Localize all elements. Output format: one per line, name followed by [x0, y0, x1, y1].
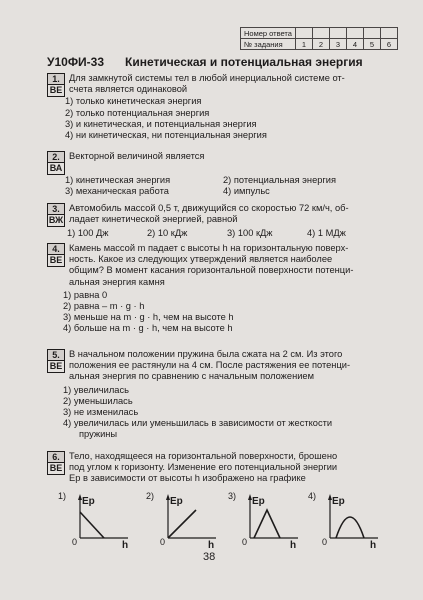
question-tag: ВЖ [48, 215, 64, 225]
question-number: 5. [48, 350, 64, 361]
answer-cell[interactable] [346, 28, 363, 39]
question-2 [47, 151, 377, 198]
question-1 [47, 73, 377, 141]
answer-cell[interactable] [312, 28, 329, 39]
graph-option-label: 3) [228, 491, 237, 501]
question-5 [47, 349, 377, 441]
question-number: 2. [48, 152, 64, 163]
answer-option[interactable]: 1) кинетическая энергия [65, 175, 171, 186]
question-4 [47, 243, 377, 335]
question-number-box [47, 151, 65, 175]
question-number: 6. [48, 452, 64, 463]
question-number-box [47, 349, 65, 373]
answer-option[interactable]: 3) и кинетическая, и потенциальная энергия [65, 118, 257, 129]
task-number: 5 [363, 39, 380, 50]
answer-option[interactable]: 2) потенциальная энергия [223, 175, 337, 186]
question-tag: ВЕ [49, 361, 63, 371]
graph-origin-label: 0 [72, 537, 78, 547]
answer-number-table [240, 27, 398, 50]
graph-y-axis-label: Ep [252, 496, 265, 507]
answer-option[interactable]: 4) 1 МДж [307, 228, 346, 239]
answer-option[interactable]: 3) не изменилась [63, 407, 139, 418]
graph-curve [336, 517, 364, 538]
graph-option-4[interactable] [308, 490, 380, 553]
question-number-box [47, 203, 65, 227]
task-number: 2 [312, 39, 329, 50]
graph-x-axis-label: h [370, 540, 377, 551]
graph-x-axis-label: h [290, 540, 297, 551]
answer-option-continuation: пружины [79, 429, 118, 440]
answer-option[interactable]: 3) 100 кДж [227, 228, 273, 239]
graph-curve [254, 510, 280, 538]
question-text: Векторной величиной является [69, 151, 205, 161]
answer-option[interactable]: 2) уменьшилась [63, 395, 133, 406]
answer-option[interactable]: 1) увеличилась [63, 384, 129, 395]
answer-number-label: Номер ответа [241, 28, 296, 39]
answer-option[interactable]: 3) меньше на m · g · h, чем на высоте h [63, 312, 234, 323]
graph-option-1[interactable] [58, 490, 130, 553]
answer-option[interactable]: 2) только потенциальная энергия [65, 107, 210, 118]
test-code: У10ФИ-33 [47, 55, 105, 69]
answer-option[interactable]: 4) больше на m · g · h, чем на высоте h [63, 323, 233, 334]
graph-option-label: 1) [58, 491, 67, 501]
graph-y-axis-label: Ep [332, 496, 345, 507]
question-text: В начальном положении пружина была сжата на 2 см. Из этого положения ее растянули на 4 см. После растяжения ее потенци- альная энергия по сравнению с начальным положением [69, 349, 351, 382]
graph-curve [80, 512, 104, 538]
answer-option[interactable]: 4) увеличилась или уменьшилась в зависимости от жесткости [63, 418, 333, 429]
graph-curve [168, 510, 196, 538]
answer-cell[interactable] [329, 28, 346, 39]
question-tag: ВЕ [49, 463, 63, 473]
question-tag: ВЕ [49, 255, 63, 265]
task-number: 4 [346, 39, 363, 50]
answer-option[interactable]: 1) равна 0 [63, 289, 108, 300]
answer-option[interactable]: 4) импульс [223, 186, 270, 197]
answer-cell[interactable] [295, 28, 312, 39]
answer-cell[interactable] [380, 28, 397, 39]
page-number: 38 [203, 551, 216, 563]
graph-x-axis-label: h [208, 540, 215, 551]
task-number-label: № задания [241, 39, 296, 50]
question-number-box [47, 73, 65, 97]
question-text: Для замкнутой системы тел в любой инерциальной системе от- счета является одинаковой [69, 73, 345, 95]
answer-option[interactable]: 3) механическая работа [65, 186, 169, 197]
graph-y-axis-label: Ep [82, 496, 95, 507]
page-title: Кинетическая и потенциальная энергия [125, 55, 363, 69]
answer-option[interactable]: 2) равна – m · g · h [63, 301, 145, 312]
graph-option-label: 4) [308, 491, 317, 501]
question-tag: ВА [49, 163, 63, 173]
graph-origin-label: 0 [322, 537, 328, 547]
question-number: 4. [48, 244, 64, 255]
task-number: 3 [329, 39, 346, 50]
graph-y-axis-label: Ep [170, 496, 183, 507]
question-text: Автомобиль массой 0,5 т, движущийся со скоростью 72 км/ч, об- ладает кинетической энергией, равной [69, 203, 349, 225]
question-6 [47, 451, 377, 485]
question-text: Тело, находящееся на горизонтальной поверхности, брошено под углом к горизонту. Изменение его потенциальной энергии Ep в зависимости от высоты h изображено на графике [69, 451, 338, 484]
question-number: 3. [48, 204, 64, 215]
question-text: Камень массой m падает с высоты h на горизонтальную поверх- ность. Какое из следующих утверждений является наиболее общим? В момент касания горизонтальной поверхности потенци- альная энергия камня [69, 243, 354, 287]
graph-x-axis-label: h [122, 540, 129, 551]
task-number: 6 [380, 39, 397, 50]
answer-option[interactable]: 4) ни кинетическая, ни потенциальная энергия [65, 130, 267, 141]
question-number-box [47, 451, 65, 475]
question-3 [47, 203, 377, 240]
graph-origin-label: 0 [160, 537, 166, 547]
answer-option[interactable]: 1) только кинетическая энергия [65, 96, 202, 107]
answer-cell[interactable] [363, 28, 380, 39]
question-number: 1. [48, 74, 64, 85]
answer-option[interactable]: 2) 10 кДж [147, 228, 188, 239]
question-number-box [47, 243, 65, 267]
graph-option-label: 2) [146, 491, 155, 501]
question-tag: ВЕ [49, 85, 63, 95]
answer-option[interactable]: 1) 100 Дж [67, 228, 109, 239]
graph-option-2[interactable] [146, 490, 218, 553]
graph-origin-label: 0 [242, 537, 248, 547]
graph-option-3[interactable] [228, 490, 300, 553]
task-number: 1 [295, 39, 312, 50]
